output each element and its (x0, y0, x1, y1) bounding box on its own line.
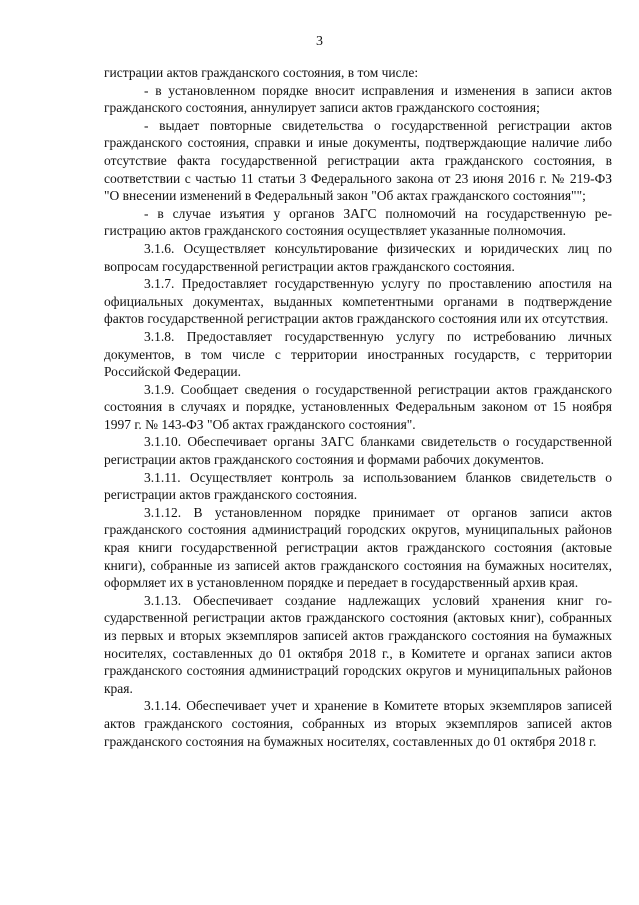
paragraph: - в случае изъятия у органов ЗАГС полномочий на государственную регистрацию актов гражданского состояния осуществляет указанные полномочия. (104, 205, 612, 239)
paragraph: 3.1.6. Осуществляет консультирование физических и юридических лиц по вопросам государственной регистрации актов гражданского состояния. (104, 240, 612, 274)
paragraph: 3.1.14. Обеспечивает учет и хранение в Комитете вторых экземпляров записей актов гражданского состояния, собранных из вторых экземпляров записей актов гражданского состояния на бумажных носителях, составленных до 01 октября 2018 г. (104, 698, 612, 749)
paragraph: 3.1.7. Предоставляет государственную услугу по проставлению апостиля на официальных документах, выданных компетентными органами в подтверждение фактов государственной регистрации актов гражданского состояния или их отсутствия. (104, 276, 612, 327)
paragraph: 3.1.9. Сообщает сведения о государственной регистрации актов гражданского состояния в случаях и порядке, установленных Федеральным законом от 15 ноября 1997 г. № 143-ФЗ "Об актах гражданского состояния". (104, 381, 612, 432)
paragraph: гистрации актов гражданского состояния, в том числе: (104, 65, 419, 80)
paragraph: 3.1.10. Обеспечивает органы ЗАГС бланками свидетельств о государственной регистрации актов гражданского состояния и формами рабочих документов. (104, 434, 612, 468)
paragraph: 3.1.12. В установленном порядке принимает от органов записи актов гражданского состояния администраций городских округов, муниципальных районов края книги государственной регистрации актов гражданского состояния (актовые книги), собранные из записей актов гражданского состояния на бумажных носителях, оформляет их в установленном порядке и передает в государственный архив края. (104, 504, 612, 591)
paragraph: - выдает повторные свидетельства о государственной регистрации актов гражданского состояния, справки и иные документы, подтверждающие наличие либо отсутствие факта государственной регистрации акта гражданского состояния, в соответствии с частью 11 статьи 3 Федерального закона от 23 июня 2016 г. № 219-ФЗ "О внесении изменений в Федеральный закон "Об актах гражданского состояния""; (104, 117, 612, 204)
paragraph: 3.1.11. Осуществляет контроль за использованием бланков свидетельств о регистрации актов гражданского состояния. (104, 469, 612, 503)
document-body (104, 64, 612, 750)
page-number: 3 (316, 34, 323, 49)
paragraph: 3.1.8. Предоставляет государственную услугу по истребованию личных документов, в том числе с территории иностранных государств, с территории Российской Федерации. (104, 328, 612, 380)
paragraph: - в установленном порядке вносит исправления и изменения в записи актов гражданского состояния, аннулирует записи актов гражданского состояния; (104, 82, 612, 116)
paragraph: 3.1.13. Обеспечивает создание надлежащих условий хранения книг государственной регистрации актов гражданского состояния (актовых книг), собранных из первых и вторых экземпляров записей актов гражданского состояния на бумажных носителях, составленных до 01 октября 2018 г., в Комитете и органах записи актов гражданского состояния администраций городских округов и муниципальных районов края. (104, 592, 612, 696)
